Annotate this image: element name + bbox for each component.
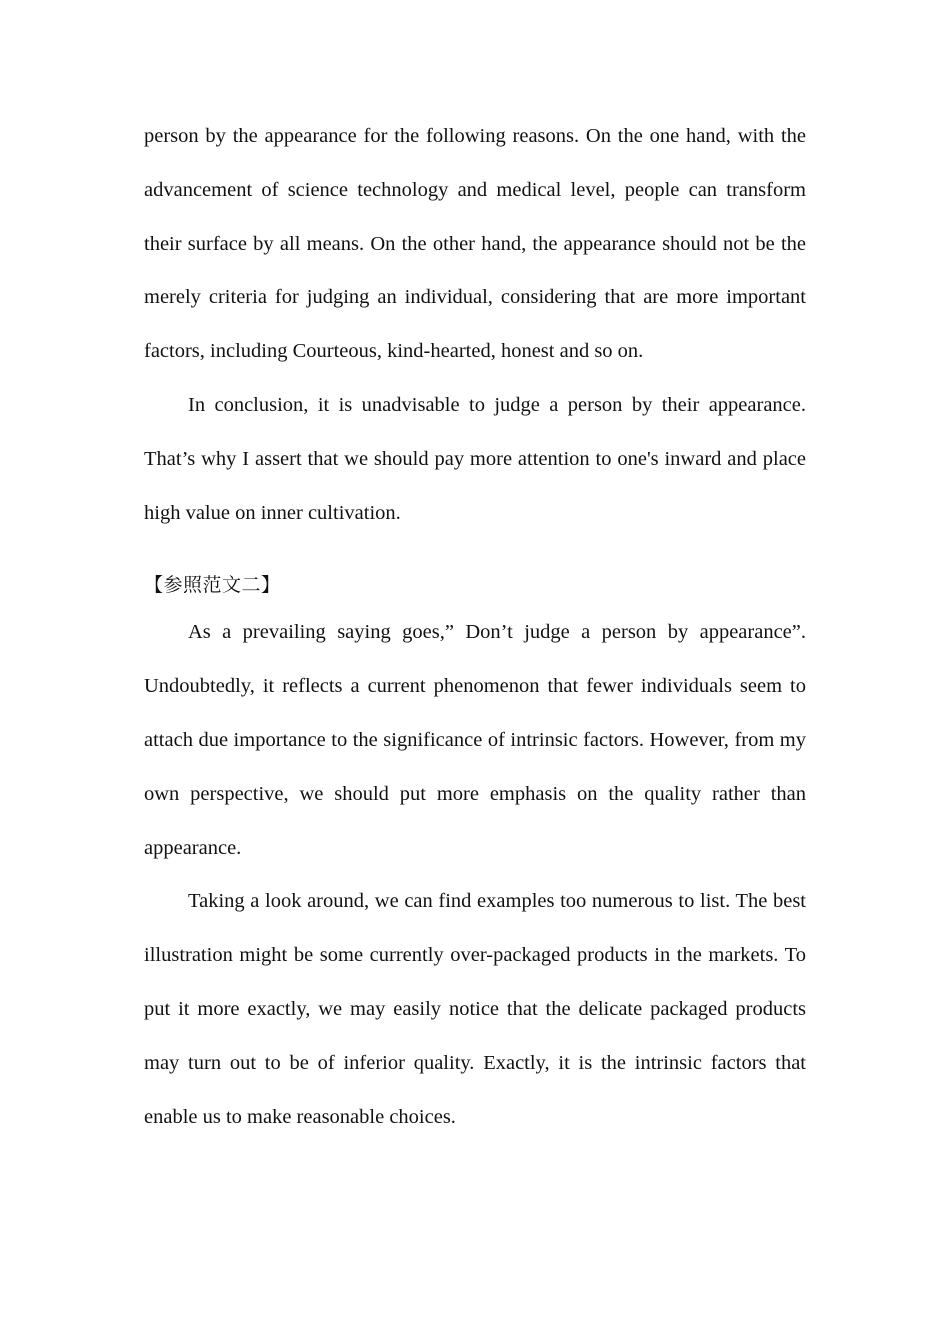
- paragraph-examples: Taking a look around, we can find examples too numerous to list. The best illustration might be some currently over-packaged products in the markets. To put it more exactly, we may easily notice that the delicate packaged products may turn out to be of inferior quality. Exactly, it is the intrinsic factors that enable us to make reasonable choices.: [144, 890, 806, 1128]
- document-body: [144, 110, 806, 1144]
- paragraph-continuation: person by the appearance for the following reasons. On the one hand, with the advancement of science technology and medical level, people can transform their surface by all means. On the other hand, the appearance should not be the merely criteria for judging an individual, considering that are more important factors, including Courteous, kind-hearted, honest and so on.: [144, 125, 806, 363]
- section-heading: 【参照范文二】: [144, 574, 281, 597]
- paragraph-intro: As a prevailing saying goes,” Don’t judge a person by appearance”. Undoubtedly, it reflects a current phenomenon that fewer individuals seem to attach due importance to the significance of intrinsic factors. However, from my own perspective, we should put more emphasis on the quality rather than appearance.: [144, 621, 806, 859]
- paragraph-conclusion: In conclusion, it is unadvisable to judge a person by their appearance. That’s why I assert that we should pay more attention to one's inward and place high value on inner cultivation.: [144, 393, 806, 524]
